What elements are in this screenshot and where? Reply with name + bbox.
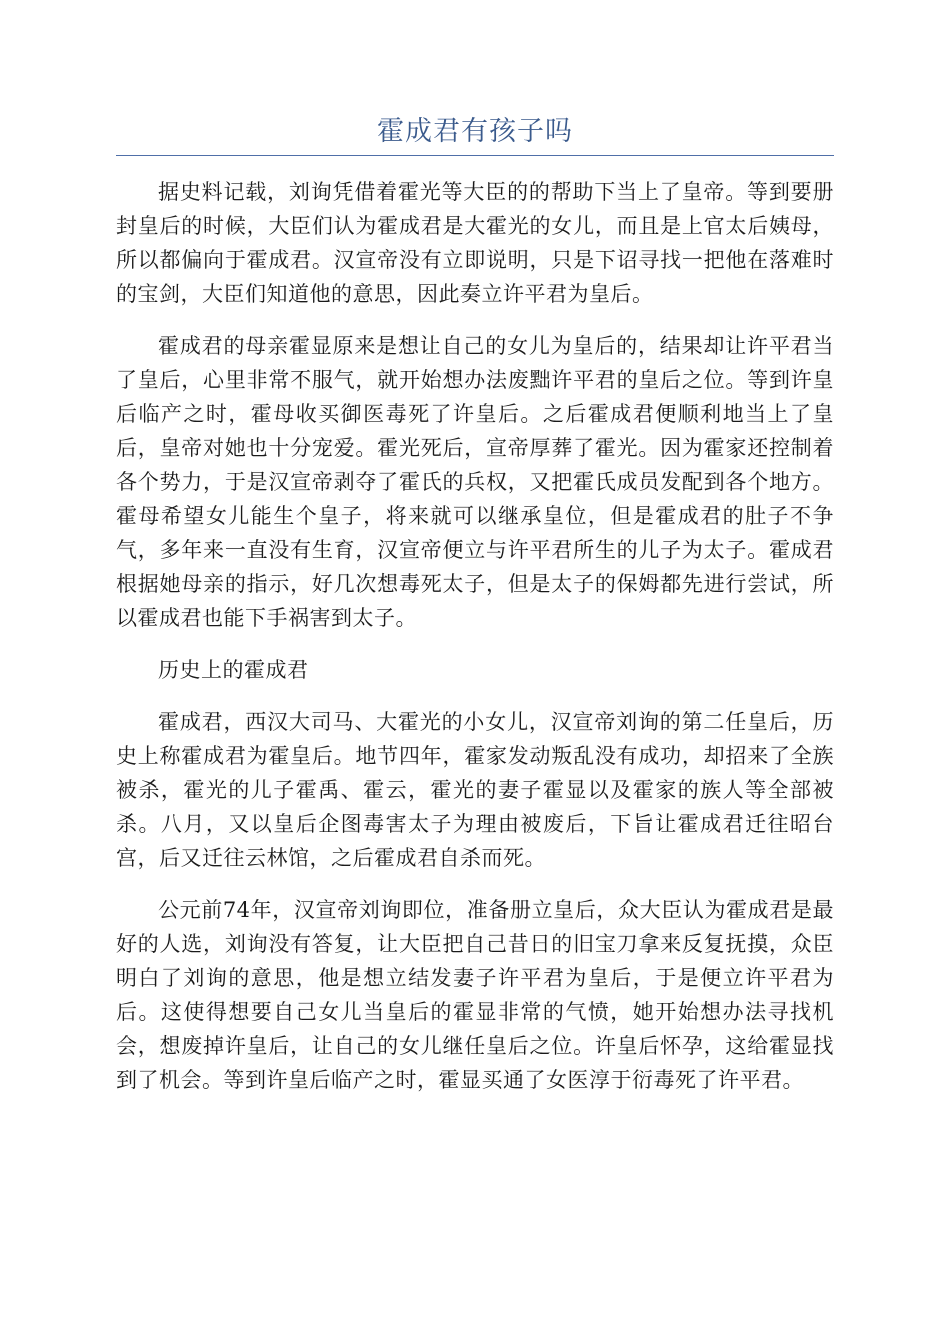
paragraph-4: 公元前74年，汉宣帝刘询即位，准备册立皇后，众大臣认为霍成君是最好的人选，刘询没有答复，让大臣把自己昔日的旧宝刀拿来反复抚摸，众臣明白了刘询的意思，他是想立结发妻子许平君为皇后，于是便立许平君为后。这使得想要自己女儿当皇后的霍显非常的气愤，她开始想办法寻找机会，想废掉许皇后，让自己的女儿继任皇后之位。许皇后怀孕，这给霍显找到了机会。等到许皇后临产之时，霍显买通了女医淳于衍毒死了许平君。 [116,898,834,1092]
paragraph-1: 据史料记载，刘询凭借着霍光等大臣的的帮助下当上了皇帝。等到要册封皇后的时候，大臣们认为霍成君是大霍光的女儿，而且是上官太后姨母，所以都偏向于霍成君。汉宣帝没有立即说明，只是下诏寻找一把他在落难时的宝剑，大臣们知道他的意思，因此奏立许平君为皇后。 [116,180,834,306]
document-body [116,175,834,1115]
paragraph-3: 霍成君，西汉大司马、大霍光的小女儿，汉宣帝刘询的第二任皇后，历史上称霍成君为霍皇后。地节四年，霍家发动叛乱没有成功，却招来了全族被杀，霍光的儿子霍禹、霍云，霍光的妻子霍显以及霍家的族人等全部被杀。八月，又以皇后企图毒害太子为理由被废后，下旨让霍成君迁往昭台宫，后又迁往云林馆，之后霍成君自杀而死。 [116,710,834,870]
paragraph-2: 霍成君的母亲霍显原来是想让自己的女儿为皇后的，结果却让许平君当了皇后，心里非常不服气，就开始想办法废黜许平君的皇后之位。等到许皇后临产之时，霍母收买御医毒死了许皇后。之后霍成君便顺利地当上了皇后，皇帝对她也十分宠爱。霍光死后，宣帝厚葬了霍光。因为霍家还控制着各个势力，于是汉宣帝剥夺了霍氏的兵权，又把霍氏成员发配到各个地方。霍母希望女儿能生个皇子，将来就可以继承皇位，但是霍成君的肚子不争气，多年来一直没有生育，汉宣帝便立与许平君所生的儿子为太子。霍成君根据她母亲的指示，好几次想毒死太子，但是太子的保姆都先进行尝试，所以霍成君也能下手祸害到太子。 [116,334,834,630]
title-underline [116,155,834,156]
section-subheading: 历史上的霍成君 [158,658,309,682]
document-title: 霍成君有孩子吗 [377,116,573,147]
